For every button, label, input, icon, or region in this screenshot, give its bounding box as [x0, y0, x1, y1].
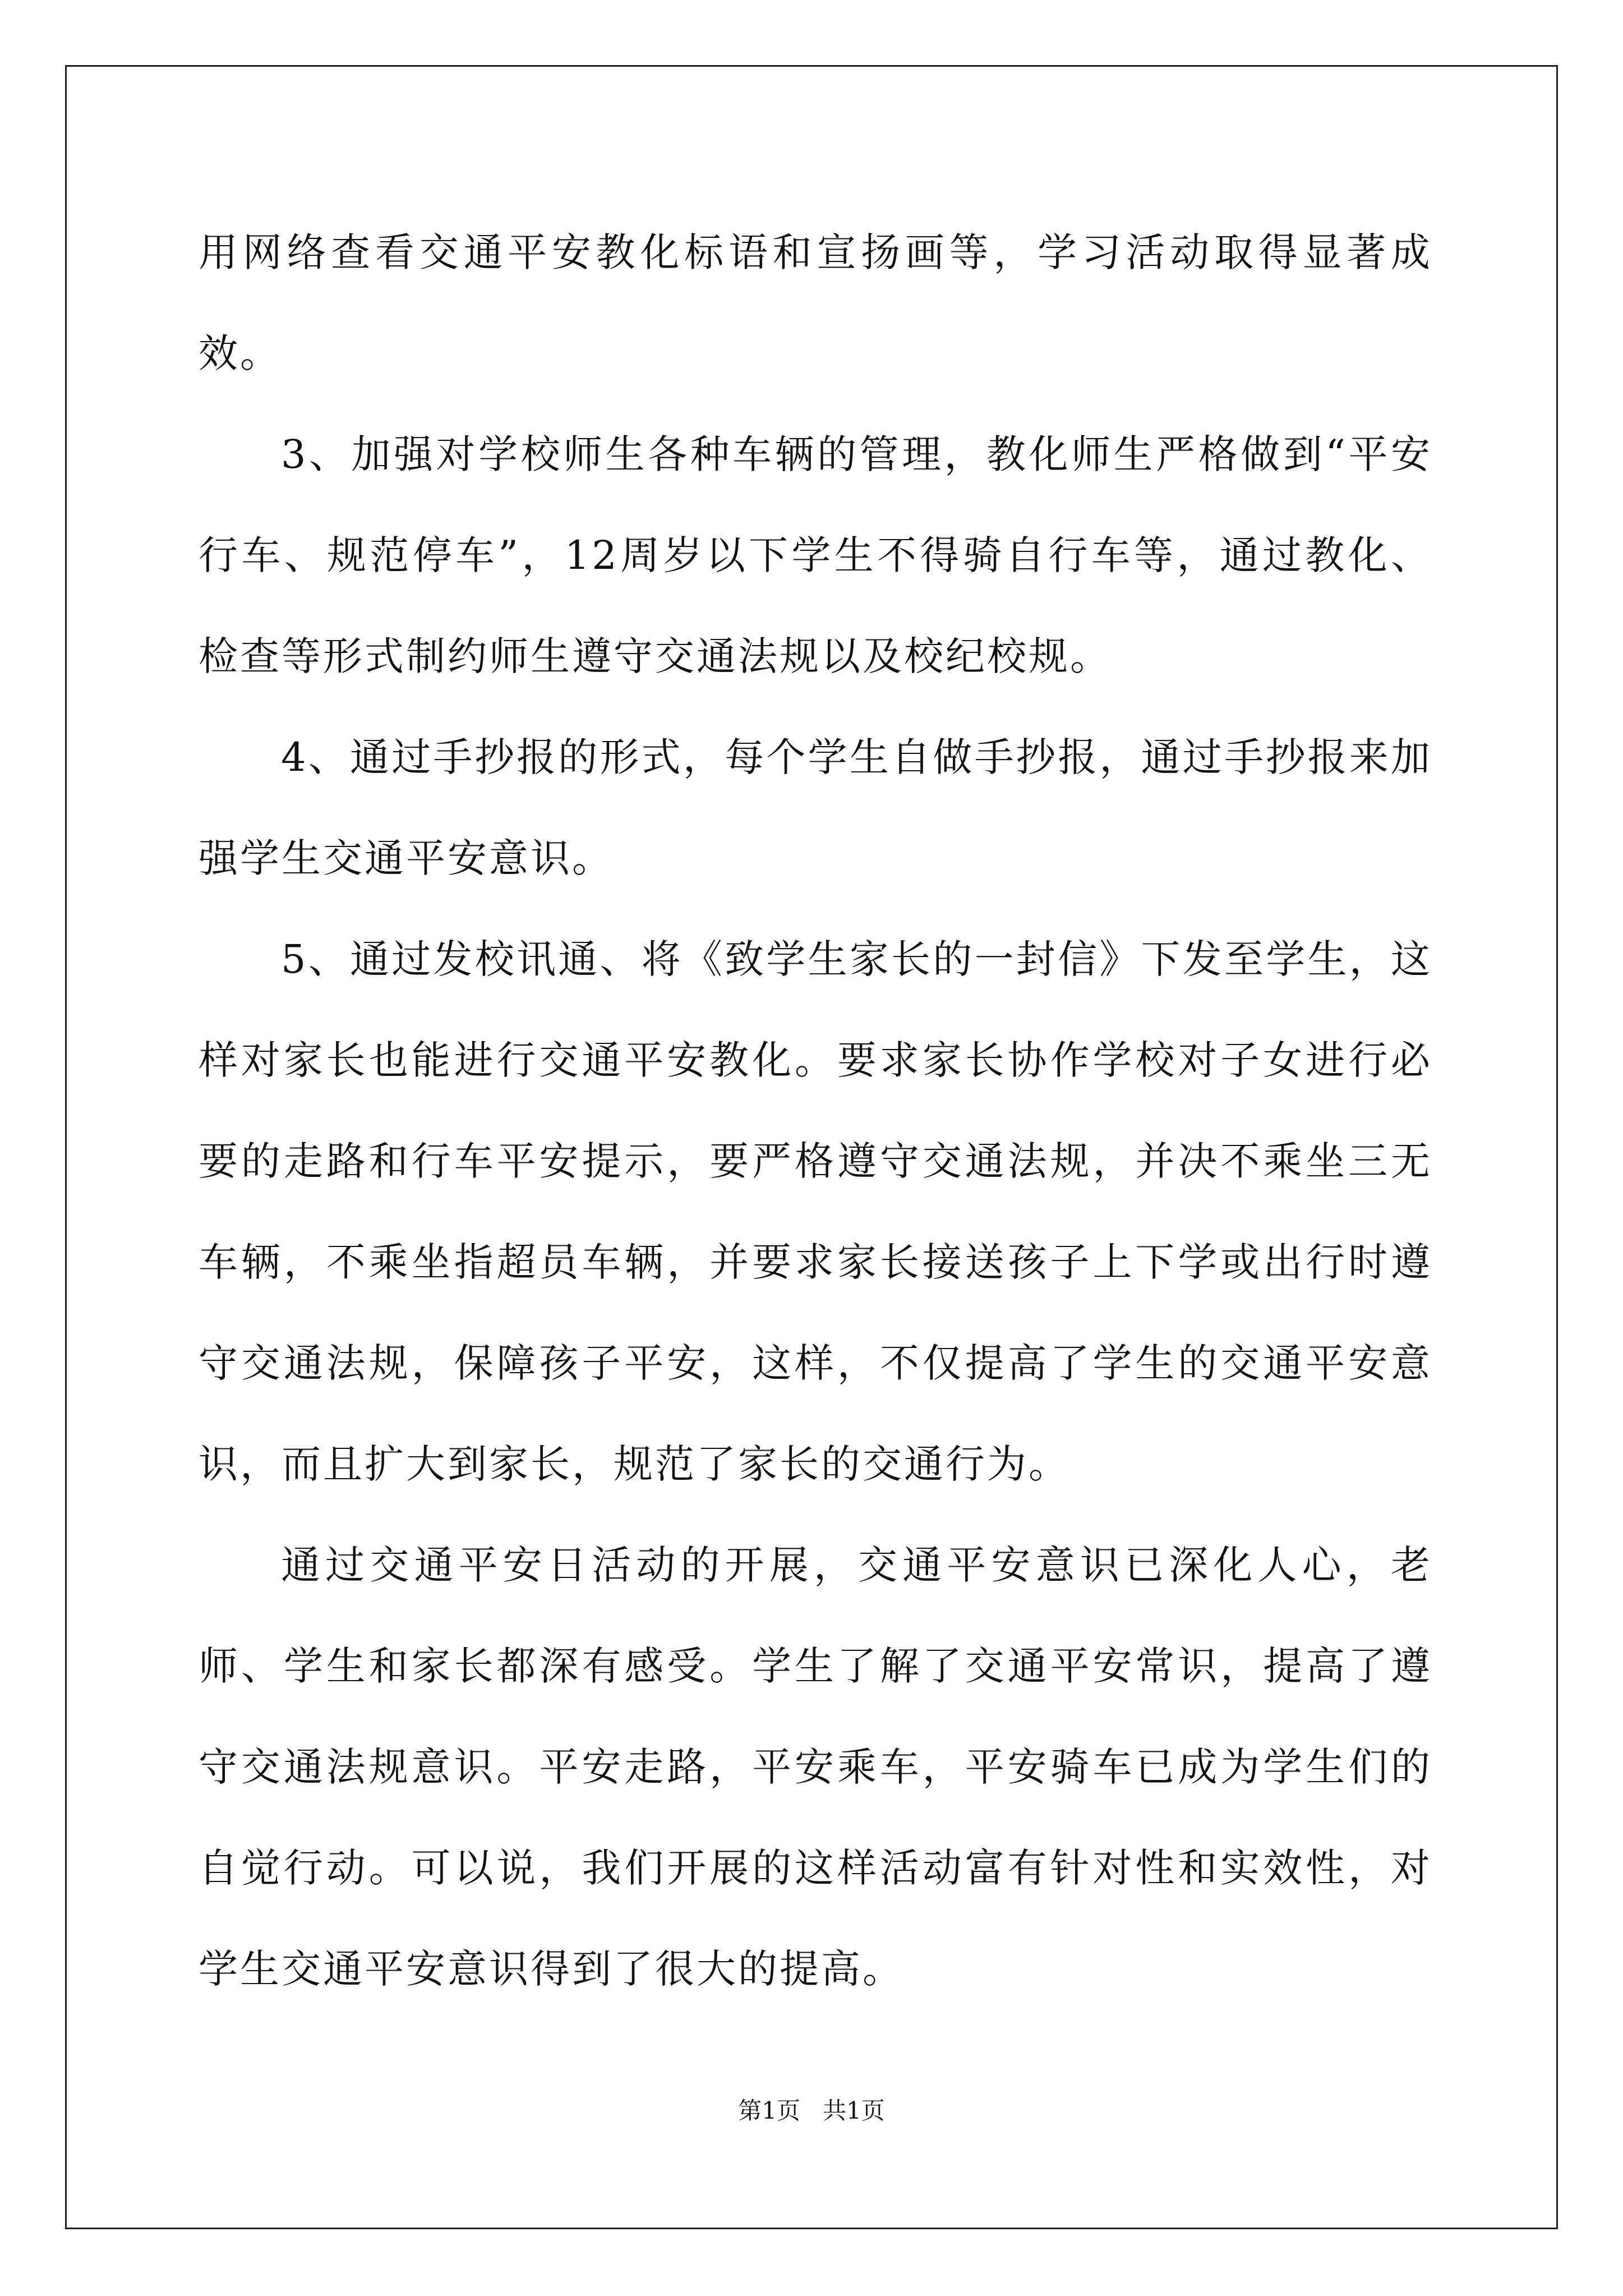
paragraph-3: 4、通过手抄报的形式，每个学生自做手抄报，通过手抄报来加强学生交通平安意识。 — [199, 734, 1432, 881]
paragraph-4: 5、通过发校讯通、将《致学生家长的一封信》下发至学生，这样对家长也能进行交通平安教化。要求家长协作学校对子女进行必要的走路和行车平安提示，要严格遵守交通法规，并决不乘坐三无车辆，不乘坐指超员车辆，并要求家长接送孩子上下学或出行时遵守交通法规，保障孩子平安，这样，不仅提高了学生的交通平安意识，而且扩大到家长，规范了家长的交通行为。 — [199, 936, 1432, 1487]
page-number-footer: 第1页 共1页 — [738, 2097, 885, 2124]
paragraph-1: 用网络查看交通平安教化标语和宣扬画等，学习活动取得显著成效。 — [199, 229, 1432, 376]
paragraph-2: 3、加强对学校师生各种车辆的管理，教化师生严格做到“平安行车、规范停车”，12周岁以下学生不得骑自行车等，通过教化、检查等形式制约师生遵守交通法规以及校纪校规。 — [199, 431, 1432, 679]
document-body — [199, 202, 1432, 2019]
paragraph-5: 通过交通平安日活动的开展，交通平安意识已深化人心，老师、学生和家长都深有感受。学生了解了交通平安常识，提高了遵守交通法规意识。平安走路，平安乘车，平安骑车已成为学生们的自觉行动。可以说，我们开展的这样活动富有针对性和实效性，对学生交通平安意识得到了很大的提高。 — [199, 1542, 1432, 1992]
